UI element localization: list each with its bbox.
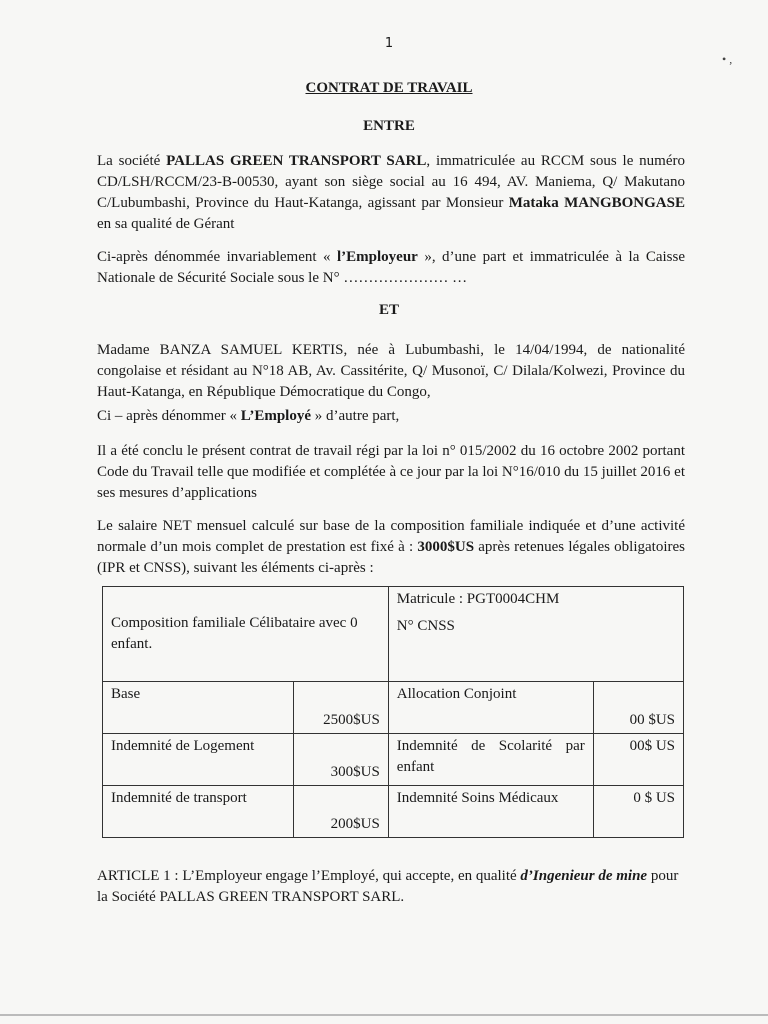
legal-basis-paragraph: Il a été conclu le présent contrat de travail régi par la loi n° 015/2002 du 16 octobre 2002 portant Code du Travail telle que modifiée et complétée à ce jour par la loi N°16/010 du 15 juillet 2016 et ses mesures d’applications: [97, 443, 685, 501]
row-label-2: Indemnité de Scolarité par enfant: [388, 734, 593, 786]
company-name: PALLAS GREEN TRANSPORT SARL: [166, 153, 427, 169]
heading-et: ET: [378, 302, 399, 318]
row-label: Indemnité de transport: [103, 786, 294, 838]
table-row: [103, 734, 684, 786]
text: après retenues légales obligatoires (IPR et CNSS), suivant les éléments ci-après :: [97, 539, 685, 576]
text: » d’autre part,: [311, 408, 400, 424]
row-value: 200$US: [294, 786, 389, 838]
row-value: 2500$US: [294, 682, 389, 734]
cnss-label: N° CNSS: [396, 618, 455, 634]
page-bottom-edge: [0, 1014, 768, 1016]
matricule: Matricule : PGT0004CHM: [396, 591, 560, 607]
text: Le salaire NET mensuel calculé sur base de la composition familiale indiquée et d’une activité normale d’un mois complet de prestation est fixé à :: [97, 518, 685, 555]
composition-cell: Composition familiale Célibataire avec 0 enfant.: [103, 587, 389, 682]
text: La société: [97, 153, 167, 169]
employee-designation-paragraph: [97, 406, 685, 427]
row-label-2: Allocation Conjoint: [388, 682, 593, 734]
row-value-2: 0 $ US: [593, 786, 683, 838]
table-row: [103, 682, 684, 734]
document-title: CONTRAT DE TRAVAIL: [305, 80, 473, 96]
salary-amount: 3000$US: [417, 539, 475, 555]
text: en sa qualité de Gérant: [97, 216, 235, 232]
employer-paragraph: [97, 151, 685, 235]
text: ARTICLE 1 : L’Employeur engage l’Employé, qui accepte, en qualité: [97, 868, 521, 884]
row-label: Indemnité de Logement: [103, 734, 294, 786]
text: pour la Société PALLAS GREEN TRANSPORT SARL.: [97, 868, 679, 905]
employee-term: L’Employé: [240, 408, 312, 424]
row-label: Base: [103, 682, 294, 734]
row-value: 300$US: [294, 734, 389, 786]
text: Ci-après dénommée invariablement «: [97, 249, 337, 265]
job-title: d’Ingenieur de mine: [520, 868, 648, 884]
heading-entre: ENTRE: [363, 118, 415, 134]
matricule-cell: [388, 587, 683, 682]
text: Ci – après dénommer «: [97, 408, 241, 424]
employer-designation-paragraph: [97, 247, 685, 289]
employer-term: l’Employeur: [337, 249, 418, 265]
salary-table: [102, 586, 684, 838]
row-value-2: 00 $US: [593, 682, 683, 734]
row-value-2: 00$ US: [593, 734, 683, 786]
manager-name: Mataka MANGBONGASE: [508, 195, 685, 211]
text: , immatriculée au RCCM sous le numéro CD/LSH/RCCM/23-B-00530, ayant son siège social au 16 494, AV. Maniema, Q/ Makutano C/Lubumbashi, Province du Haut-Katanga, agissant par Monsieur: [97, 153, 685, 211]
text: », d’une part et immatriculée à la Caisse Nationale de Sécurité Sociale sous le N° ………………… …: [97, 249, 685, 286]
table-row: [103, 587, 684, 682]
row-label-2: Indemnité Soins Médicaux: [388, 786, 593, 838]
table-row: [103, 786, 684, 838]
page-number: 1: [384, 36, 394, 51]
employee-paragraph: Madame BANZA SAMUEL KERTIS, née à Lubumbashi, le 14/04/1994, de nationalité congolaise et résidant au N°18 AB, Av. Cassitérite, Q/ Musonoï, C/ Dilala/Kolwezi, Province du Haut-Katanga, en République Démocratique du Congo,: [97, 342, 685, 400]
stray-mark: • ,: [722, 52, 733, 66]
salary-paragraph: [97, 516, 685, 579]
article-1: [97, 866, 687, 908]
